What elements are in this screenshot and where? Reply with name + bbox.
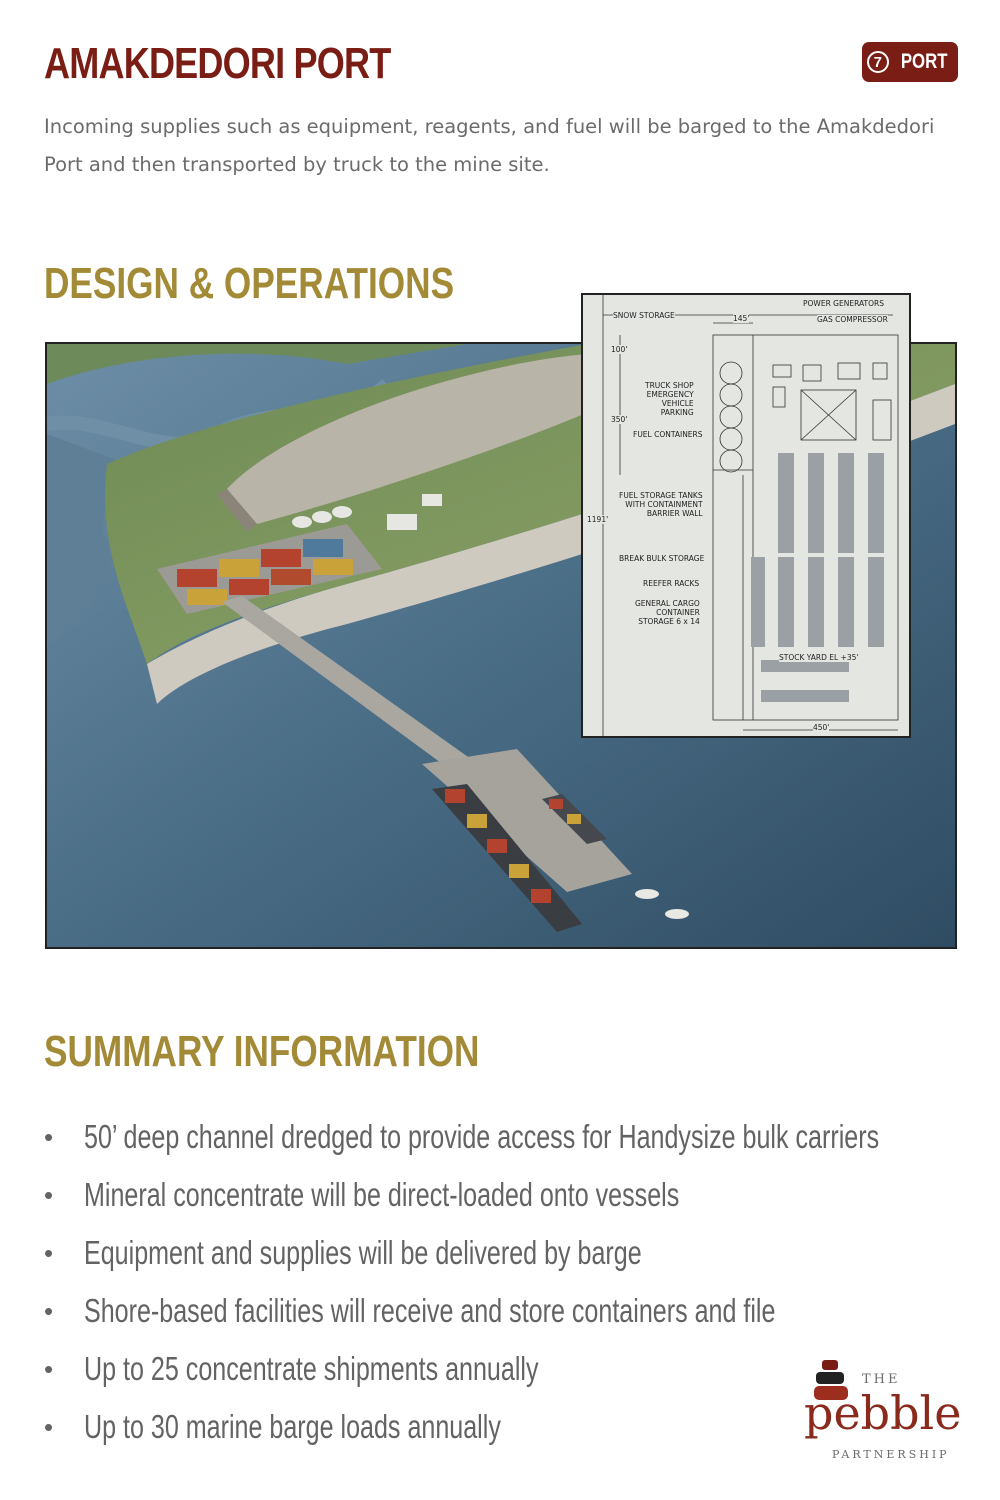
dim-350: 350': [611, 415, 628, 424]
summary-item: • 50’ deep channel dredged to provide access for Handysize bulk carriers: [44, 1118, 880, 1155]
logo-partnership: PARTNERSHIP: [832, 1448, 950, 1461]
summary-item: • Up to 30 marine barge loads annually: [44, 1408, 501, 1445]
bullet-icon: •: [44, 1121, 54, 1152]
dim-450: 450': [813, 723, 830, 732]
label-break-bulk-storage: BREAK BULK STORAGE: [619, 554, 705, 563]
summary-item: • Equipment and supplies will be delivered by barge: [44, 1234, 642, 1271]
pebble-partnership-logo: [804, 1356, 964, 1466]
label-snow-storage: SNOW STORAGE: [613, 311, 675, 320]
bullet-icon: •: [44, 1179, 54, 1210]
port-badge: [862, 42, 958, 82]
site-plan-drawing: [581, 293, 911, 738]
summary-item: • Up to 25 concentrate shipments annually: [44, 1350, 539, 1387]
dim-100: 100': [611, 345, 628, 354]
dim-145: 145': [733, 314, 750, 323]
intro-text: Incoming supplies such as equipment, reagents, and fuel will be barged to the Amakdedori Port and then transported by truck to the mine site.: [44, 115, 935, 176]
dim-1191: 1191': [587, 515, 609, 524]
label-truck-shop: TRUCK SHOP EMERGENCY VEHICLE PARKING: [645, 381, 694, 417]
bullet-icon: •: [44, 1353, 54, 1384]
label-reefer-racks: REEFER RACKS: [643, 579, 700, 588]
summary-heading: SUMMARY INFORMATION: [44, 1027, 480, 1076]
badge-number: 7: [867, 51, 889, 73]
label-power-generators: POWER GENERATORS: [803, 299, 884, 308]
logo-the: THE: [862, 1372, 901, 1387]
summary-item: • Shore-based facilities will receive and store containers and file: [44, 1292, 776, 1329]
label-gas-compressor: GAS COMPRESSOR: [817, 315, 888, 324]
label-stock-yard: STOCK YARD EL +35': [779, 653, 859, 662]
label-fuel-storage-tanks: FUEL STORAGE TANKS WITH CONTAINMENT BARRIER WALL: [619, 491, 703, 518]
badge-label: PORT: [900, 50, 948, 73]
label-general-cargo: GENERAL CARGO CONTAINER STORAGE 6 x 14: [635, 599, 700, 626]
bullet-icon: •: [44, 1237, 54, 1268]
bullet-icon: •: [44, 1295, 54, 1326]
summary-item: • Mineral concentrate will be direct-loaded onto vessels: [44, 1176, 680, 1213]
bullet-icon: •: [44, 1411, 54, 1442]
label-fuel-containers: FUEL CONTAINERS: [633, 430, 703, 439]
design-heading: DESIGN & OPERATIONS: [44, 259, 455, 308]
page-title: AMAKDEDORI PORT: [44, 39, 391, 88]
logo-name: pebble: [804, 1386, 962, 1440]
